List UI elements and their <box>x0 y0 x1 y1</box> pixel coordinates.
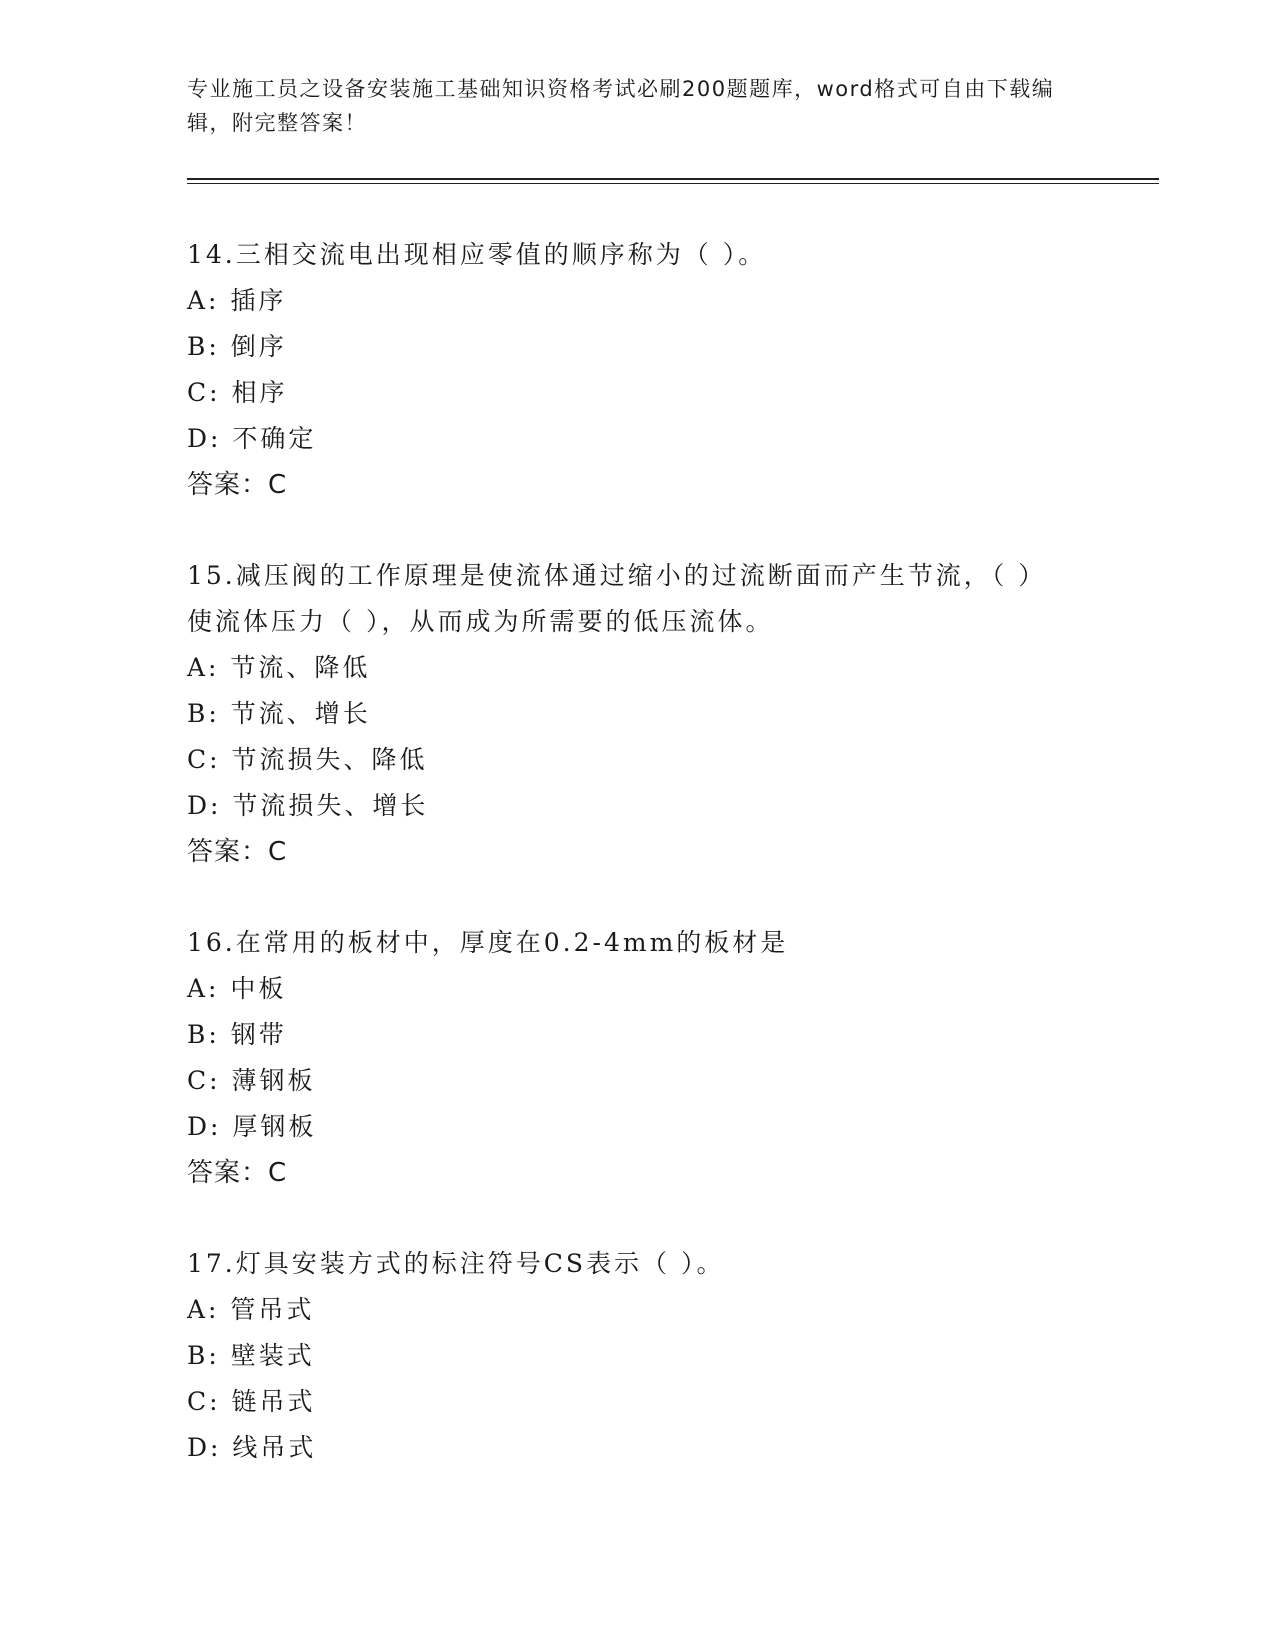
option-c: C: 薄钢板 <box>187 1066 316 1095</box>
answer: 答案：C <box>187 837 288 867</box>
option-a: A: 节流、降低 <box>187 653 371 682</box>
question-text: 16.在常用的板材中，厚度在0.2-4mm的板材是 <box>187 928 789 957</box>
option-c: C: 节流损失、降低 <box>187 745 428 774</box>
question-list <box>187 232 1087 1516</box>
option-b: B: 壁装式 <box>187 1341 315 1370</box>
question-16 <box>187 920 1087 1196</box>
option-a: A: 管吊式 <box>187 1295 315 1324</box>
question-14 <box>187 232 1087 508</box>
option-b: B: 节流、增长 <box>187 699 371 728</box>
option-b: B: 倒序 <box>187 332 287 361</box>
question-text: 14.三相交流电出现相应零值的顺序称为（ ）。 <box>187 240 767 269</box>
question-15 <box>187 553 1087 875</box>
option-d: D: 厚钢板 <box>187 1112 317 1141</box>
question-17 <box>187 1241 1087 1471</box>
option-c: C: 相序 <box>187 378 288 407</box>
answer: 答案：C <box>187 1158 288 1188</box>
header-divider-thin <box>187 183 1159 184</box>
answer: 答案：C <box>187 470 288 500</box>
option-b: B: 钢带 <box>187 1020 287 1049</box>
option-d: D: 线吊式 <box>187 1433 317 1462</box>
option-c: C: 链吊式 <box>187 1387 316 1416</box>
option-a: A: 中板 <box>187 974 287 1003</box>
option-a: A: 插序 <box>187 286 287 315</box>
question-text: 15.减压阀的工作原理是使流体通过缩小的过流断面而产生节流，（ ）使流体压力（ ），从而成为所需要的低压流体。 <box>187 561 1047 636</box>
option-d: D: 节流损失、增长 <box>187 791 429 820</box>
header-divider-thick <box>187 178 1159 180</box>
option-d: D: 不确定 <box>187 424 317 453</box>
question-text: 17.灯具安装方式的标注符号CS表示（ ）。 <box>187 1249 725 1278</box>
document-header: 专业施工员之设备安装施工基础知识资格考试必刷200题题库，word格式可自由下载编辑，附完整答案！ <box>187 77 1055 135</box>
